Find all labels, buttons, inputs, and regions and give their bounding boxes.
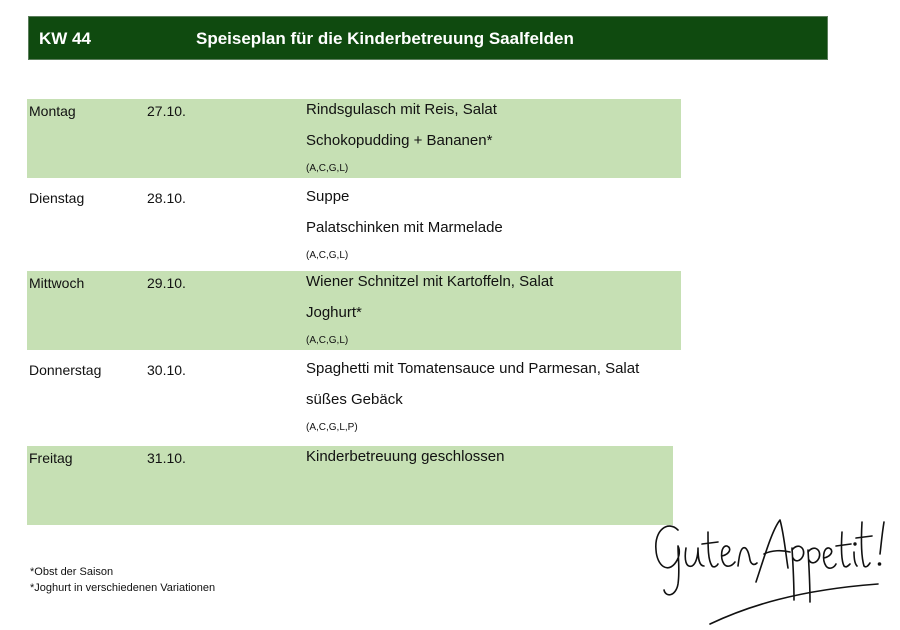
main-dish: Kinderbetreuung geschlossen <box>306 448 505 465</box>
day-name: Montag <box>29 103 76 119</box>
main-dish: Spaghetti mit Tomatensauce und Parmesan, Salat <box>306 360 640 377</box>
second-dish: Palatschinken mit Marmelade <box>306 219 503 236</box>
footnote-fruit: *Obst der Saison <box>30 566 114 578</box>
day-date: 31.10. <box>147 450 186 466</box>
allergen-codes: (A,C,G,L,P) <box>306 422 358 433</box>
day-name: Dienstag <box>29 190 85 206</box>
day-row-friday <box>27 446 673 525</box>
day-name: Donnerstag <box>29 362 102 378</box>
allergen-codes: (A,C,G,L) <box>306 335 349 346</box>
guten-appetit-signature <box>648 508 896 626</box>
page-title: Speiseplan für die Kinderbetreuung Saalfelden <box>196 29 574 48</box>
second-dish: Schokopudding + Bananen* <box>306 132 493 149</box>
day-date: 28.10. <box>147 190 186 206</box>
day-name: Freitag <box>29 450 73 466</box>
day-name: Mittwoch <box>29 275 85 291</box>
allergen-codes: (A,C,G,L) <box>306 163 349 174</box>
day-date: 30.10. <box>147 362 186 378</box>
allergen-codes: (A,C,G,L) <box>306 250 349 261</box>
day-row-thursday <box>27 358 681 437</box>
main-dish: Suppe <box>306 188 350 205</box>
main-dish: Rindsgulasch mit Reis, Salat <box>306 101 497 118</box>
week-number: KW 44 <box>39 29 91 48</box>
second-dish: süßes Gebäck <box>306 391 403 408</box>
day-date: 27.10. <box>147 103 186 119</box>
footnote-yogurt: *Joghurt in verschiedenen Variationen <box>30 582 216 594</box>
menu-header <box>28 16 828 60</box>
day-row-wednesday <box>27 271 681 350</box>
day-row-tuesday <box>27 186 681 265</box>
main-dish: Wiener Schnitzel mit Kartoffeln, Salat <box>306 273 554 290</box>
day-row-monday <box>27 99 681 178</box>
second-dish: Joghurt* <box>306 304 362 321</box>
day-date: 29.10. <box>147 275 186 291</box>
